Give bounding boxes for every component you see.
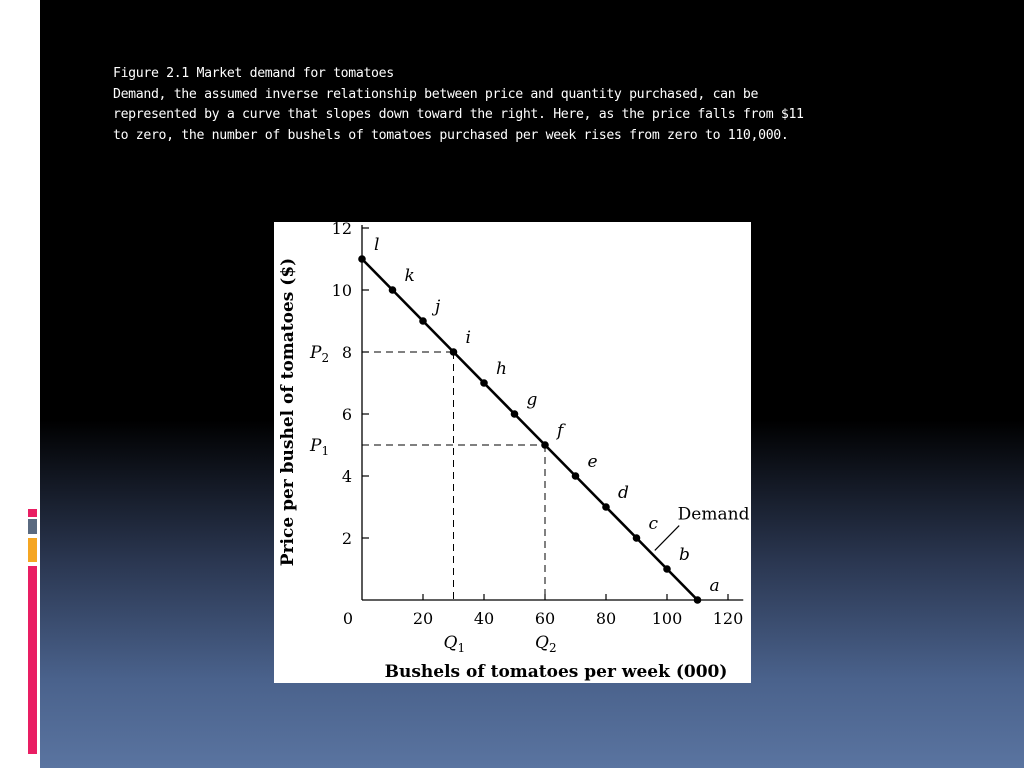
point-label-g: g: [526, 390, 538, 410]
y-tick-label-2: 2: [341, 529, 352, 548]
curve-label-leader: [655, 526, 679, 551]
y-tick-label-12: 12: [331, 222, 352, 238]
x-tick-label-120: 120: [712, 609, 744, 628]
figure-caption: [113, 64, 873, 146]
point-label-k: k: [404, 266, 415, 286]
x-tick-label-100: 100: [651, 609, 683, 628]
y-tick-label-10: 10: [331, 281, 352, 300]
demand-point-h: [480, 379, 488, 387]
demand-point-f: [541, 441, 549, 449]
price-label-P2: $P_2$: [310, 343, 330, 365]
caption-line-3: to zero, the number of bushels of tomatoes purchased per week rises from zero to 110,000.: [113, 127, 789, 143]
y-axis-title: Price per bushel of tomatoes ($): [278, 257, 298, 567]
price-label-P1: $P_1$: [310, 436, 330, 458]
point-label-i: i: [465, 328, 471, 348]
demand-curve-line: [362, 259, 698, 600]
x-axis-title: Bushels of tomatoes per week (000): [384, 662, 728, 682]
point-label-f: f: [557, 421, 564, 441]
quantity-label-Q2: $Q_2$: [535, 633, 557, 655]
demand-point-e: [572, 472, 580, 480]
y-tick-label-6: 6: [341, 405, 352, 424]
accent-bar-orange: [28, 538, 37, 562]
demand-point-g: [511, 410, 519, 418]
demand-point-j: [419, 317, 427, 325]
point-label-c: c: [648, 514, 659, 534]
caption-title: Figure 2.1 Market demand for tomatoes: [113, 66, 394, 81]
demand-point-i: [450, 348, 458, 356]
point-label-l: l: [374, 235, 380, 255]
accent-bars: [28, 0, 38, 768]
demand-point-c: [633, 534, 641, 542]
demand-chart: [274, 222, 751, 683]
caption-line-2: represented by a curve that slopes down toward the right. Here, as the price falls from $11: [113, 107, 804, 122]
y-tick-label-4: 4: [341, 467, 352, 486]
demand-point-a: [694, 596, 702, 604]
demand-point-k: [389, 286, 397, 294]
demand-chart-panel: [274, 222, 751, 683]
point-label-b: b: [679, 545, 690, 565]
point-label-a: a: [709, 576, 720, 596]
point-label-d: d: [618, 483, 629, 503]
demand-point-l: [358, 255, 366, 263]
caption-line-1: Demand, the assumed inverse relationship between price and quantity purchased, can be: [113, 86, 759, 102]
demand-point-b: [663, 565, 671, 573]
origin-label: 0: [342, 609, 354, 628]
point-label-h: h: [496, 359, 507, 379]
accent-bar-pink-long: [28, 566, 37, 754]
demand-point-d: [602, 503, 610, 511]
x-tick-label-40: 40: [473, 609, 495, 628]
x-tick-label-20: 20: [412, 609, 434, 628]
accent-bar-gray: [28, 519, 37, 534]
point-label-e: e: [587, 452, 598, 472]
x-tick-label-60: 60: [534, 609, 556, 628]
curve-label-demand: Demand: [677, 504, 750, 525]
quantity-label-Q1: $Q_1$: [443, 633, 466, 655]
x-tick-label-80: 80: [595, 609, 617, 628]
point-label-j: j: [435, 297, 441, 317]
y-tick-label-8: 8: [341, 343, 352, 362]
accent-bar-pink-top: [28, 509, 37, 517]
